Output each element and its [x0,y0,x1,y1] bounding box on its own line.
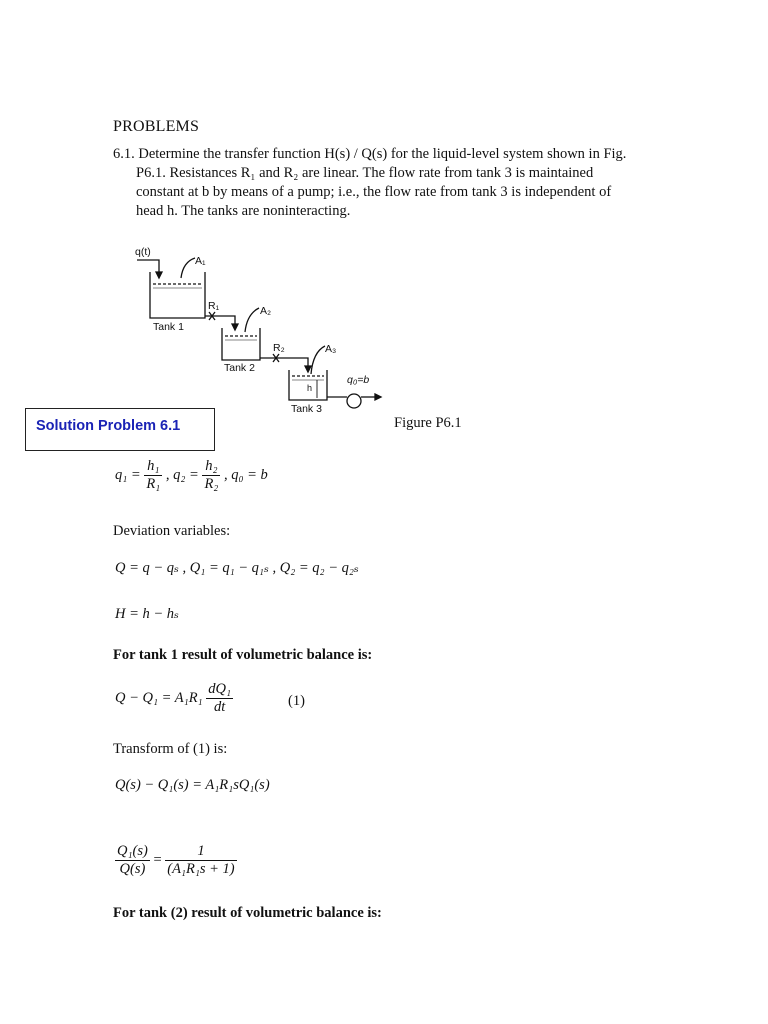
a3-pointer [311,346,325,374]
a1-pointer [181,258,195,278]
flow-equations [115,458,268,493]
pump-icon [347,394,361,408]
pipe-1 [205,316,235,326]
deviation-equation: Q = q − qₛ , Q₁ = q₁ − q₁ₛ , Q₂ = q₂ − q₂ₛ [115,560,359,576]
label-a3: A₃ [325,343,337,355]
a2-pointer [245,308,259,332]
label-tank-2: Tank 2 [224,362,255,374]
q0-term: , q₀ = b [223,466,268,483]
transform-label: Transform of (1) is: [113,741,228,757]
tf-lhs: $\frac{\text{Q₁(s)}}{Q(s)}$ [117,843,148,877]
tank-1-body [150,272,205,318]
label-a2: A₂ [260,305,272,317]
h2-over-r2: $\frac{\text{h₂}}{\text{R₂}}$ [204,458,219,492]
figure-caption: Figure P6.1 [394,415,462,431]
q2-term: , q₂ = [165,466,199,483]
problem-line-1: 6.1. Determine the transfer function H(s) / Q(s) for the liquid-level system shown in Fig. [113,146,627,162]
inflow-arrowhead-icon [156,272,162,278]
label-r2: R₂ [273,342,285,354]
section-heading: PROBLEMS [113,118,200,135]
label-a1: A₁ [195,255,206,267]
problem-line-3: constant at b by means of a pump; i.e., the flow rate from tank 3 is independent of [136,184,612,200]
balance-lhs: Q − Q₁ = A₁R₁ [115,689,203,706]
label-tank-1: Tank 1 [153,321,184,333]
label-tank-3: Tank 3 [291,403,322,415]
tank-system-figure [125,240,395,420]
h-equation: H = h − hₛ [115,606,179,622]
pipe-2 [260,358,308,368]
label-outflow: q₀=b [347,374,370,386]
dq1-dt: $\frac{\text{dQ₁}}{dt}$ [208,681,231,715]
problem-line-4: head h. The tanks are noninteracting. [136,203,351,219]
transfer-function: $\frac{\text{Q₁(s)}}{Q(s)}$ = $\frac{1}{\text{(A₁R₁s + 1)}}$ [117,843,235,877]
q1-term: q₁ = [115,466,141,483]
solution-title-box: Solution Problem 6.1 [25,408,215,451]
balance-equation [115,681,233,716]
deviation-label: Deviation variables: [113,523,231,539]
h1-over-r1: $\frac{\text{h₁}}{\text{R₁}}$ [146,458,161,492]
equation-tag-1: (1) [288,693,305,709]
tank2-balance-label: For tank (2) result of volumetric balance is: [113,905,382,921]
label-inflow: q(t) [135,246,151,258]
tank1-balance-label: For tank 1 result of volumetric balance is: [113,647,373,663]
problem-line-2: P6.1. Resistances R₁ and R₂ are linear. The flow rate from tank 3 is maintained [136,165,594,181]
label-head: h [307,383,313,393]
tf-rhs: $\frac{1}{\text{(A₁R₁s + 1)}}$ [167,843,235,877]
label-r1: R₁ [208,300,220,312]
transform-equation: Q(s) − Q₁(s) = A₁R₁sQ₁(s) [115,777,270,793]
tank-2-body [222,328,260,360]
